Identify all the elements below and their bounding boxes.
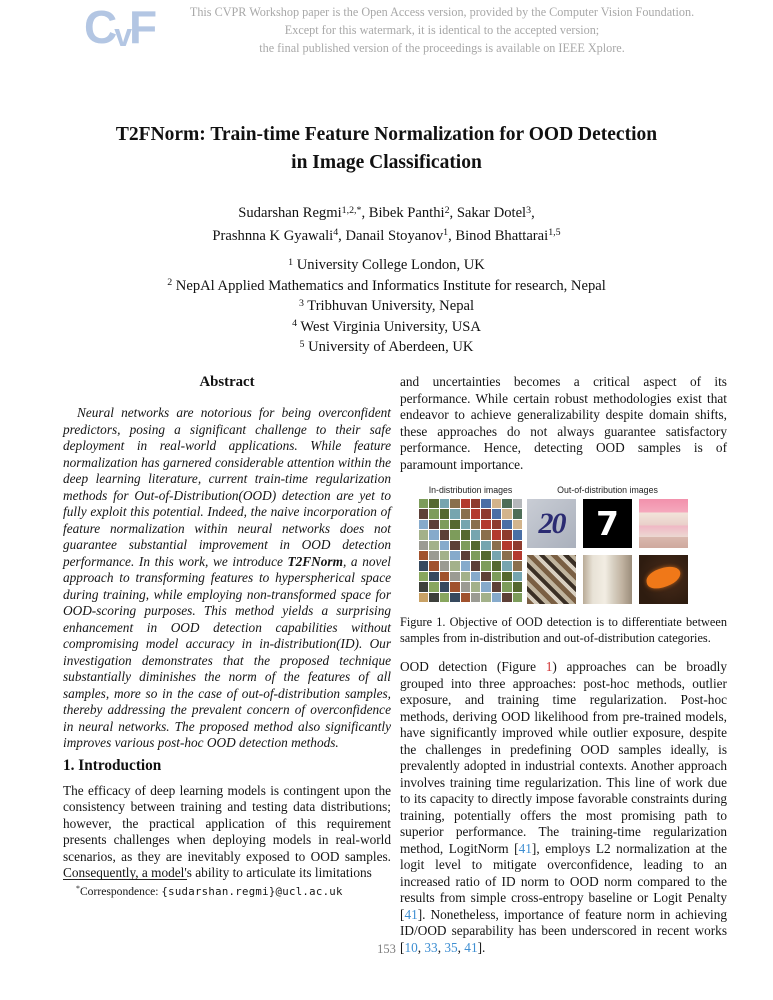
mosaic-cell: [440, 582, 449, 591]
affiliation-line: [0, 256, 773, 277]
abstract-heading: Abstract: [199, 374, 255, 390]
figure-1-caption: Figure 1. Objective of OOD detection is to differentiate between samples from in-distribution and out-of-distribution categories.: [400, 615, 727, 645]
mosaic-cell: [429, 551, 438, 560]
text-segment: , a novel approach to transforming features to hyperspherical space during training, while employing non-transformed space for OOD-scoring purposes. This method yields a surprising enhancement in OOD detection capabilities without compromising model accuracy in in-distribution(ID). Our investigation demonstrates that the proposed technique substantially diminishes the norm of the features of all samples, more so in the case of out-of-distribution samples, thereby addressing the prevalent concern of overconfidence in neural networks. The proposed method also significantly improves various post-hoc OOD detection methods.: [63, 553, 391, 750]
mosaic-cell: [440, 572, 449, 581]
mosaic-cell: [429, 499, 438, 508]
text-segment: 5: [299, 338, 305, 350]
mosaic-cell: [502, 572, 511, 581]
footnote-rule: [63, 879, 187, 880]
citation-link[interactable]: 10: [404, 939, 418, 955]
text-segment: ,: [437, 939, 445, 955]
text-segment: University of Aberdeen, UK: [304, 339, 474, 356]
mosaic-cell: [440, 541, 449, 550]
footnote-text: [63, 885, 391, 900]
page-number: 153: [377, 942, 396, 956]
mosaic-cell: [429, 520, 438, 529]
mosaic-cell: [450, 509, 459, 518]
mosaic-cell: [471, 541, 480, 550]
mosaic-cell: [513, 530, 522, 539]
mosaic-cell: [429, 582, 438, 591]
cvf-logo-letter: F: [129, 1, 155, 53]
mosaic-cell: [513, 509, 522, 518]
citation-link[interactable]: 41: [464, 939, 478, 955]
citation-link[interactable]: 41: [518, 840, 532, 856]
out-of-distribution-label: Out-of-distribution images: [557, 485, 658, 495]
mosaic-cell: [419, 509, 428, 518]
body-paragraph: [400, 659, 727, 956]
mosaic-cell: [513, 520, 522, 529]
text-segment: ) approaches can be broadly grouped into three approaches: post-hoc methods, outlier exposure, and training time regularization. Post-hoc methods, deriving OOD likelihood from pre-trained models, have significantly improved while outlier exposure, despite the challenges in predefining OOD samples ideally, is prevalently adopted in industrial contexts. Another approach involves training time regularization. This line of work due to its capacity to directly impose favorable constraints during training, potentially offers the most promising path to superior performance. The training-time regularization method, LogitNorm [: [400, 659, 727, 856]
text-segment: , Binod Bhattarai: [448, 227, 549, 244]
text-segment: 1,2,*: [341, 204, 362, 216]
text-segment: ]. Nonetheless, importance of feature norm in achieving ID/OOD separability has been underscored in recent works [: [400, 906, 727, 955]
mosaic-cell: [461, 530, 470, 539]
in-distribution-image-mosaic: [419, 499, 522, 602]
text-segment: ,: [531, 205, 535, 221]
mosaic-cell: [492, 551, 501, 560]
mosaic-cell: [471, 520, 480, 529]
mosaic-cell: [502, 541, 511, 550]
mosaic-cell: [481, 509, 490, 518]
affiliation-line: [0, 318, 773, 339]
mosaic-cell: [492, 520, 501, 529]
text-segment: ,: [417, 939, 425, 955]
text-segment: 1: [443, 227, 449, 239]
affiliation-list: [0, 256, 773, 359]
mosaic-cell: [419, 561, 428, 570]
mosaic-cell: [513, 551, 522, 560]
author-list: [0, 203, 773, 248]
mosaic-cell: [471, 593, 480, 602]
text-segment: 4: [333, 227, 339, 239]
mosaic-cell: [513, 561, 522, 570]
out-of-distribution-image-grid: [527, 499, 688, 604]
mosaic-cell: [429, 530, 438, 539]
mosaic-cell: [450, 499, 459, 508]
text-segment: , Danail Stoyanov: [338, 227, 444, 244]
abstract-paragraph: [63, 405, 391, 752]
mosaic-cell: [440, 561, 449, 570]
text-segment: University College London, UK: [293, 257, 485, 273]
mosaic-cell: [513, 499, 522, 508]
mosaic-cell: [492, 499, 501, 508]
mosaic-cell: [513, 582, 522, 591]
text-segment: 3: [298, 297, 304, 309]
mosaic-cell: [450, 541, 459, 550]
mosaic-cell: [450, 520, 459, 529]
mosaic-cell: [481, 520, 490, 529]
mosaic-cell: [461, 593, 470, 602]
right-column: [400, 374, 727, 956]
sea-slug-shape: [644, 564, 683, 591]
text-segment: Prashnna K Gyawali: [212, 227, 334, 244]
text-segment: NepAl Applied Mathematics and Informatics Institute for research, Nepal: [172, 277, 606, 294]
text-segment: Neural networks are notorious for being overconfident predictors, posing a significant challenge to their safe deployment in real-world applications. While feature normalization has garnered considerable attention within the deep learning literature, current train-time regularization methods for Out-of-Distribution(OOD) detection are yet to fully exploit this potential. Indeed, the naive incorporation of feature normalization within neural networks does not guarantee substantial improvement in OOD detection performance. In this work, we introduce: [63, 405, 391, 569]
affiliation-line: [0, 277, 773, 298]
mosaic-cell: [450, 551, 459, 560]
mosaic-cell: [481, 499, 490, 508]
text-segment: 1,5: [548, 227, 561, 239]
mosaic-cell: [502, 593, 511, 602]
figure-1: [400, 485, 727, 604]
cvf-logo-letter: v: [114, 17, 130, 53]
mosaic-cell: [481, 593, 490, 602]
mosaic-cell: [502, 561, 511, 570]
text-segment: Sudarshan Regmi: [238, 205, 342, 221]
text-segment: 1: [288, 256, 294, 268]
text-segment: OOD detection (Figure: [400, 659, 546, 675]
mosaic-cell: [419, 520, 428, 529]
text-segment: ,: [457, 939, 465, 955]
watermark-line: Except for this watermark, it is identical to the accepted version;: [284, 23, 600, 37]
mosaic-cell: [450, 593, 459, 602]
paper-title: [0, 121, 773, 176]
text-segment: 2: [444, 204, 450, 216]
mosaic-cell: [450, 561, 459, 570]
text-segment: 2: [167, 277, 173, 289]
text-segment: *: [76, 884, 80, 894]
affiliation-line: [0, 338, 773, 359]
mosaic-cell: [461, 520, 470, 529]
mosaic-cell: [471, 530, 480, 539]
mosaic-cell: [419, 530, 428, 539]
left-column: [63, 374, 391, 882]
mosaic-cell: [419, 499, 428, 508]
mosaic-cell: [492, 530, 501, 539]
text-segment: T2FNorm: [287, 553, 343, 569]
mosaic-cell: [492, 541, 501, 550]
text-segment: {sudarshan.regmi}@ucl.ac.uk: [161, 885, 343, 898]
mosaic-cell: [419, 593, 428, 602]
in-distribution-label: In-distribution images: [428, 485, 513, 495]
mosaic-cell: [450, 582, 459, 591]
mosaic-cell: [471, 561, 480, 570]
mosaic-cell: [440, 499, 449, 508]
open-access-watermark: [118, 3, 766, 57]
text-segment: 4: [292, 318, 298, 330]
mosaic-cell: [492, 593, 501, 602]
mosaic-cell: [419, 541, 428, 550]
mosaic-cell: [481, 551, 490, 560]
mosaic-cell: [419, 551, 428, 560]
mosaic-cell: [461, 582, 470, 591]
paper-title-line: T2FNorm: Train-time Feature Normalization for OOD Detection: [115, 124, 658, 145]
mosaic-cell: [461, 541, 470, 550]
mosaic-cell: [440, 509, 449, 518]
text-segment: ], employs L2 normalization at the logit level to mitigate overconfidence, leading to an increased ratio of ID norm to OOD norm compared to the results from simple cross-entropy baseline or Logit Penalty [: [400, 840, 728, 922]
mosaic-cell: [513, 541, 522, 550]
mosaic-cell: [502, 509, 511, 518]
mosaic-cell: [481, 582, 490, 591]
mosaic-cell: [492, 582, 501, 591]
mosaic-cell: [471, 572, 480, 581]
watermark-line: the final published version of the proceedings is available on IEEE Xplore.: [259, 41, 625, 55]
mosaic-cell: [471, 551, 480, 560]
ood-image-house-number: [527, 499, 576, 548]
mosaic-cell: [450, 530, 459, 539]
mosaic-cell: [513, 572, 522, 581]
mosaic-cell: [481, 561, 490, 570]
figure-reference-link[interactable]: 1: [545, 659, 553, 675]
cvf-logo-letter: C: [84, 1, 115, 53]
author-line: [0, 226, 773, 249]
citation-link[interactable]: 33: [424, 939, 438, 955]
in-distribution-group: [419, 485, 522, 604]
mosaic-cell: [471, 499, 480, 508]
mosaic-cell: [440, 593, 449, 602]
mosaic-cell: [481, 572, 490, 581]
out-of-distribution-group: [527, 485, 688, 604]
mosaic-cell: [461, 499, 470, 508]
text-segment: 3: [526, 204, 532, 216]
ood-image-room-interior: [583, 555, 632, 604]
ood-image-handwritten-digit: [583, 499, 632, 548]
body-paragraph: and uncertainties becomes a critical aspect of its performance. While certain robust methodologies exist that endeavor to achieve generalizability despite domain shifts, these approaches do not always guarantee satisfactory performance. Hence, detecting OOD samples is of paramount importance.: [400, 374, 727, 472]
mosaic-cell: [502, 551, 511, 560]
mosaic-cell: [419, 582, 428, 591]
introduction-paragraph: The efficacy of deep learning models is contingent upon the consistency between training and testing data distributions; however, the practical application of this requirement presents challenges when deploying models in real-world scenarios, as they are inevitably exposed to OOD samples. Consequently, a model's ability to articulate its limitations: [63, 782, 391, 880]
mosaic-cell: [440, 530, 449, 539]
mosaic-cell: [461, 509, 470, 518]
ood-image-bedding: [639, 499, 688, 548]
text-segment: West Virginia University, USA: [297, 318, 481, 335]
citation-link[interactable]: 41: [404, 906, 418, 922]
paper-title-line: in Image Classification: [291, 151, 482, 173]
text-segment: , Bibek Panthi: [361, 205, 445, 221]
section-heading-introduction: 1. Introduction: [63, 756, 162, 774]
mosaic-cell: [492, 561, 501, 570]
mosaic-cell: [461, 561, 470, 570]
text-segment: Tribhuvan University, Nepal: [303, 298, 475, 315]
ood-image-handwritten-digit-glyph: 7: [596, 504, 619, 543]
mosaic-cell: [502, 499, 511, 508]
mosaic-cell: [471, 582, 480, 591]
mosaic-cell: [481, 541, 490, 550]
mosaic-cell: [461, 572, 470, 581]
mosaic-cell: [440, 551, 449, 560]
mosaic-cell: [502, 582, 511, 591]
text-segment: Correspondence:: [79, 885, 162, 898]
mosaic-cell: [429, 572, 438, 581]
mosaic-cell: [429, 541, 438, 550]
mosaic-cell: [502, 520, 511, 529]
mosaic-cell: [502, 530, 511, 539]
mosaic-cell: [492, 509, 501, 518]
mosaic-cell: [481, 530, 490, 539]
mosaic-cell: [429, 593, 438, 602]
ood-image-woven-texture: [527, 555, 576, 604]
ood-image-house-number-glyph: 20: [538, 506, 565, 540]
mosaic-cell: [429, 561, 438, 570]
mosaic-cell: [513, 593, 522, 602]
mosaic-cell: [461, 551, 470, 560]
correspondence-footnote: [63, 879, 391, 900]
mosaic-cell: [419, 572, 428, 581]
ood-image-sea-slug: [639, 555, 688, 604]
watermark-line: This CVPR Workshop paper is the Open Access version, provided by the Computer Vision Foundation.: [189, 5, 695, 19]
mosaic-cell: [471, 509, 480, 518]
mosaic-cell: [450, 572, 459, 581]
citation-link[interactable]: 35: [444, 939, 458, 955]
author-line: [0, 203, 773, 226]
mosaic-cell: [429, 509, 438, 518]
mosaic-cell: [492, 572, 501, 581]
affiliation-line: [0, 297, 773, 318]
mosaic-cell: [440, 520, 449, 529]
text-segment: , Sakar Dotel: [449, 205, 527, 221]
text-segment: ].: [477, 939, 486, 955]
